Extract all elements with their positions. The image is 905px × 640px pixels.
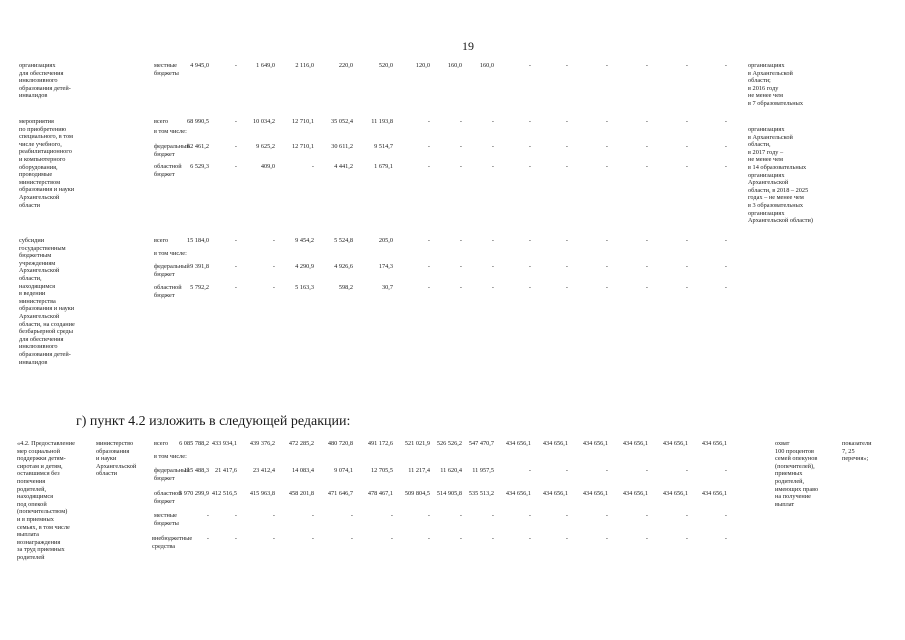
value-cell: - bbox=[206, 535, 209, 542]
value-cell: - bbox=[605, 163, 608, 170]
executor: министерство образования и науки Архангельской области bbox=[96, 440, 137, 478]
value-cell: - bbox=[724, 535, 727, 542]
value-cell: - bbox=[311, 512, 314, 519]
value-cell: 478 467,1 bbox=[367, 490, 393, 497]
value-cell: 409,0 bbox=[260, 163, 275, 170]
value-cell: 4 945,0 bbox=[190, 62, 209, 69]
value-cell: - bbox=[491, 118, 494, 125]
value-cell: - bbox=[350, 512, 353, 519]
value-cell: 21 417,6 bbox=[214, 467, 237, 474]
measure-description: организациях для обеспечения инклюзивного образования детей- инвалидов bbox=[19, 62, 71, 100]
value-cell: 434 656,1 bbox=[662, 440, 688, 447]
value-cell: 520,0 bbox=[378, 62, 393, 69]
value-cell: - bbox=[234, 62, 237, 69]
measure-description: субсидии государственным бюджетным учреждениям Архангельской области, находящимся в ведении министерства образования и науки Архангельской области, на создание безбарьерной среды для обеспечения инклюзивного образования детей- инвалидов bbox=[19, 237, 75, 366]
value-cell: - bbox=[234, 263, 237, 270]
value-cell: - bbox=[528, 535, 531, 542]
value-cell: 5 524,8 bbox=[334, 237, 353, 244]
value-cell: - bbox=[272, 512, 275, 519]
value-cell: - bbox=[645, 237, 648, 244]
value-cell: - bbox=[724, 163, 727, 170]
value-cell: 4 441,2 bbox=[334, 163, 353, 170]
budget-source: в том числе: bbox=[154, 453, 187, 460]
value-cell: - bbox=[724, 118, 727, 125]
value-cell: 35 052,4 bbox=[330, 118, 353, 125]
value-cell: - bbox=[565, 467, 568, 474]
value-cell: - bbox=[605, 512, 608, 519]
value-cell: - bbox=[528, 467, 531, 474]
value-cell: - bbox=[605, 284, 608, 291]
value-cell: 434 656,1 bbox=[622, 440, 648, 447]
value-cell: - bbox=[645, 118, 648, 125]
value-cell: 415 963,8 bbox=[249, 490, 275, 497]
value-cell: 433 934,1 bbox=[211, 440, 237, 447]
value-cell: 205,0 bbox=[378, 237, 393, 244]
value-cell: - bbox=[605, 237, 608, 244]
value-cell: - bbox=[390, 535, 393, 542]
value-cell: 1 649,0 bbox=[256, 62, 275, 69]
value-cell: 68 990,5 bbox=[186, 118, 209, 125]
value-cell: 458 201,8 bbox=[288, 490, 314, 497]
value-cell: - bbox=[459, 118, 462, 125]
value-cell: - bbox=[685, 143, 688, 150]
value-cell: - bbox=[605, 118, 608, 125]
budget-source: всего bbox=[154, 440, 169, 447]
value-cell: - bbox=[491, 263, 494, 270]
value-cell: 1 679,1 bbox=[374, 163, 393, 170]
value-cell: 521 021,9 bbox=[404, 440, 430, 447]
value-cell: 9 391,8 bbox=[190, 263, 209, 270]
value-cell: - bbox=[685, 237, 688, 244]
value-cell: 547 470,7 bbox=[468, 440, 494, 447]
value-cell: - bbox=[427, 118, 430, 125]
value-cell: 5 970 299,9 bbox=[179, 490, 209, 497]
value-cell: - bbox=[565, 62, 568, 69]
value-cell: - bbox=[724, 237, 727, 244]
value-cell: - bbox=[724, 467, 727, 474]
value-cell: - bbox=[645, 163, 648, 170]
value-cell: - bbox=[350, 535, 353, 542]
value-cell: - bbox=[272, 535, 275, 542]
value-cell: - bbox=[311, 163, 314, 170]
value-cell: - bbox=[528, 237, 531, 244]
value-cell: - bbox=[234, 143, 237, 150]
value-cell: 220,0 bbox=[338, 62, 353, 69]
value-cell: - bbox=[427, 143, 430, 150]
budget-source: всего bbox=[154, 118, 169, 125]
value-cell: 2 116,0 bbox=[295, 62, 314, 69]
value-cell: 12 710,1 bbox=[291, 143, 314, 150]
value-cell: 434 656,1 bbox=[582, 440, 608, 447]
value-cell: 11 957,5 bbox=[472, 467, 494, 474]
value-cell: - bbox=[272, 263, 275, 270]
value-cell: - bbox=[206, 512, 209, 519]
page-number: 19 bbox=[462, 39, 474, 53]
value-cell: - bbox=[565, 237, 568, 244]
value-cell: 471 646,7 bbox=[327, 490, 353, 497]
value-cell: 11 217,4 bbox=[408, 467, 430, 474]
value-cell: - bbox=[724, 143, 727, 150]
value-cell: 509 804,5 bbox=[404, 490, 430, 497]
budget-source: областной бюджет bbox=[154, 490, 182, 505]
value-cell: - bbox=[234, 163, 237, 170]
value-cell: - bbox=[565, 512, 568, 519]
value-cell: 434 656,1 bbox=[662, 490, 688, 497]
budget-source: внебюджетные средства bbox=[152, 535, 193, 550]
value-cell: 526 526,2 bbox=[436, 440, 462, 447]
value-cell: - bbox=[234, 237, 237, 244]
budget-source: федеральный бюджет bbox=[154, 263, 190, 278]
value-cell: 472 285,2 bbox=[288, 440, 314, 447]
value-cell: 11 193,8 bbox=[371, 118, 393, 125]
value-cell: 160,0 bbox=[447, 62, 462, 69]
value-cell: - bbox=[491, 237, 494, 244]
value-cell: 62 461,2 bbox=[186, 143, 209, 150]
value-cell: 434 656,1 bbox=[542, 440, 568, 447]
value-cell: - bbox=[272, 237, 275, 244]
value-cell: - bbox=[685, 535, 688, 542]
value-cell: - bbox=[459, 237, 462, 244]
budget-source: федеральный бюджет bbox=[154, 143, 190, 158]
value-cell: 535 513,2 bbox=[468, 490, 494, 497]
value-cell: 434 656,1 bbox=[505, 490, 531, 497]
value-cell: - bbox=[645, 467, 648, 474]
value-cell: 4 290,9 bbox=[295, 263, 314, 270]
value-cell: - bbox=[459, 535, 462, 542]
value-cell: 5 163,3 bbox=[295, 284, 314, 291]
value-cell: - bbox=[724, 62, 727, 69]
value-cell: - bbox=[685, 62, 688, 69]
value-cell: - bbox=[685, 284, 688, 291]
value-cell: 6 529,3 bbox=[190, 163, 209, 170]
value-cell: - bbox=[685, 467, 688, 474]
value-cell: - bbox=[491, 143, 494, 150]
value-cell: - bbox=[645, 143, 648, 150]
target-indicator: организациях в Архангельской области, в 2017 году – не менее чем в 14 образовательных организациях Архангельской области, в 2018 – 2025 годах – не менее чем в 3 образовательных организациях Архангельской области) bbox=[748, 126, 814, 225]
value-cell: 12 705,5 bbox=[370, 467, 393, 474]
value-cell: - bbox=[427, 237, 430, 244]
value-cell: 11 620,4 bbox=[440, 467, 462, 474]
budget-source: областной бюджет bbox=[154, 284, 182, 299]
value-cell: 6 085 788,2 bbox=[179, 440, 209, 447]
value-cell: - bbox=[459, 263, 462, 270]
value-cell: - bbox=[234, 512, 237, 519]
value-cell: 434 656,1 bbox=[505, 440, 531, 447]
value-cell: - bbox=[234, 535, 237, 542]
value-cell: - bbox=[528, 512, 531, 519]
value-cell: 12 710,1 bbox=[291, 118, 314, 125]
value-cell: - bbox=[605, 263, 608, 270]
budget-source: в том числе: bbox=[154, 250, 187, 257]
value-cell: - bbox=[528, 284, 531, 291]
value-cell: - bbox=[272, 284, 275, 291]
value-cell: - bbox=[645, 535, 648, 542]
value-cell: - bbox=[390, 512, 393, 519]
value-cell: 434 656,1 bbox=[542, 490, 568, 497]
value-cell: - bbox=[565, 535, 568, 542]
value-cell: - bbox=[311, 535, 314, 542]
value-cell: - bbox=[605, 143, 608, 150]
value-cell: - bbox=[427, 284, 430, 291]
value-cell: - bbox=[459, 284, 462, 291]
value-cell: - bbox=[491, 284, 494, 291]
value-cell: - bbox=[234, 118, 237, 125]
value-cell: 514 905,8 bbox=[436, 490, 462, 497]
value-cell: 598,2 bbox=[338, 284, 353, 291]
value-cell: - bbox=[427, 535, 430, 542]
value-cell: - bbox=[724, 284, 727, 291]
value-cell: - bbox=[459, 143, 462, 150]
value-cell: - bbox=[427, 263, 430, 270]
value-cell: 412 516,5 bbox=[211, 490, 237, 497]
budget-source: всего bbox=[154, 237, 169, 244]
indicator-reference: показатели 7, 25 перечня»; bbox=[842, 440, 872, 463]
value-cell: 30 611,2 bbox=[331, 143, 353, 150]
value-cell: - bbox=[645, 263, 648, 270]
value-cell: - bbox=[685, 512, 688, 519]
value-cell: - bbox=[459, 512, 462, 519]
value-cell: - bbox=[491, 163, 494, 170]
value-cell: - bbox=[565, 143, 568, 150]
value-cell: - bbox=[427, 163, 430, 170]
value-cell: - bbox=[605, 535, 608, 542]
target-indicator: организациях в Архангельской области; в 2016 году не менее чем в 7 образовательных bbox=[748, 62, 803, 107]
value-cell: - bbox=[685, 163, 688, 170]
value-cell: - bbox=[565, 284, 568, 291]
budget-source: федеральный бюджет bbox=[154, 467, 190, 482]
value-cell: 434 656,1 bbox=[701, 490, 727, 497]
value-cell: - bbox=[565, 263, 568, 270]
value-cell: 30,7 bbox=[381, 284, 393, 291]
value-cell: - bbox=[427, 512, 430, 519]
value-cell: 480 720,8 bbox=[327, 440, 353, 447]
value-cell: 9 074,1 bbox=[334, 467, 353, 474]
value-cell: - bbox=[528, 118, 531, 125]
section-heading: г) пункт 4.2 изложить в следующей редакции: bbox=[76, 414, 351, 429]
value-cell: - bbox=[565, 163, 568, 170]
value-cell: 4 926,6 bbox=[334, 263, 353, 270]
value-cell: 434 656,1 bbox=[582, 490, 608, 497]
value-cell: 434 656,1 bbox=[701, 440, 727, 447]
value-cell: - bbox=[645, 62, 648, 69]
value-cell: 174,3 bbox=[378, 263, 393, 270]
value-cell: 160,0 bbox=[479, 62, 494, 69]
value-cell: 9 625,2 bbox=[256, 143, 275, 150]
measure-description: «4.2. Предоставление мер социальной поддержки детям- сиротам и детям, оставшимся без попечения родителей, находящимся под опекой (попечительством) и в приемных семьях, в том числе выплата вознаграждения за труд приемных родителей bbox=[17, 440, 75, 561]
value-cell: - bbox=[491, 512, 494, 519]
measure-description: мероприятия по приобретению специального, в том числе учебного, реабилитационного и компьютерного оборудования, проводимые министерством образования и науки Архангельской области bbox=[19, 118, 75, 209]
value-cell: - bbox=[685, 118, 688, 125]
value-cell: 23 412,4 bbox=[252, 467, 275, 474]
value-cell: 434 656,1 bbox=[622, 490, 648, 497]
value-cell: - bbox=[528, 143, 531, 150]
value-cell: - bbox=[645, 284, 648, 291]
value-cell: - bbox=[491, 535, 494, 542]
value-cell: - bbox=[605, 62, 608, 69]
value-cell: - bbox=[605, 467, 608, 474]
value-cell: - bbox=[459, 163, 462, 170]
value-cell: 115 488,3 bbox=[184, 467, 209, 474]
target-indicator: охват 100 процентов семей опекунов (попечителей), приемных родителей, имеющих право на получение выплат bbox=[775, 440, 819, 508]
value-cell: 120,0 bbox=[415, 62, 430, 69]
value-cell: 9 514,7 bbox=[374, 143, 393, 150]
value-cell: 439 376,2 bbox=[249, 440, 275, 447]
value-cell: - bbox=[724, 512, 727, 519]
value-cell: 14 083,4 bbox=[291, 467, 314, 474]
value-cell: - bbox=[685, 263, 688, 270]
value-cell: - bbox=[645, 512, 648, 519]
value-cell: 491 172,6 bbox=[367, 440, 393, 447]
value-cell: - bbox=[234, 284, 237, 291]
value-cell: - bbox=[565, 118, 568, 125]
budget-source: местные бюджеты bbox=[154, 512, 179, 527]
value-cell: 5 792,2 bbox=[190, 284, 209, 291]
budget-source: областной бюджет bbox=[154, 163, 182, 178]
value-cell: 9 454,2 bbox=[295, 237, 314, 244]
value-cell: 10 034,2 bbox=[252, 118, 275, 125]
value-cell: - bbox=[724, 263, 727, 270]
value-cell: - bbox=[528, 62, 531, 69]
value-cell: 15 184,0 bbox=[186, 237, 209, 244]
value-cell: - bbox=[528, 163, 531, 170]
value-cell: - bbox=[528, 263, 531, 270]
budget-source: в том числе: bbox=[154, 128, 187, 135]
budget-source: местные бюджеты bbox=[154, 62, 179, 77]
